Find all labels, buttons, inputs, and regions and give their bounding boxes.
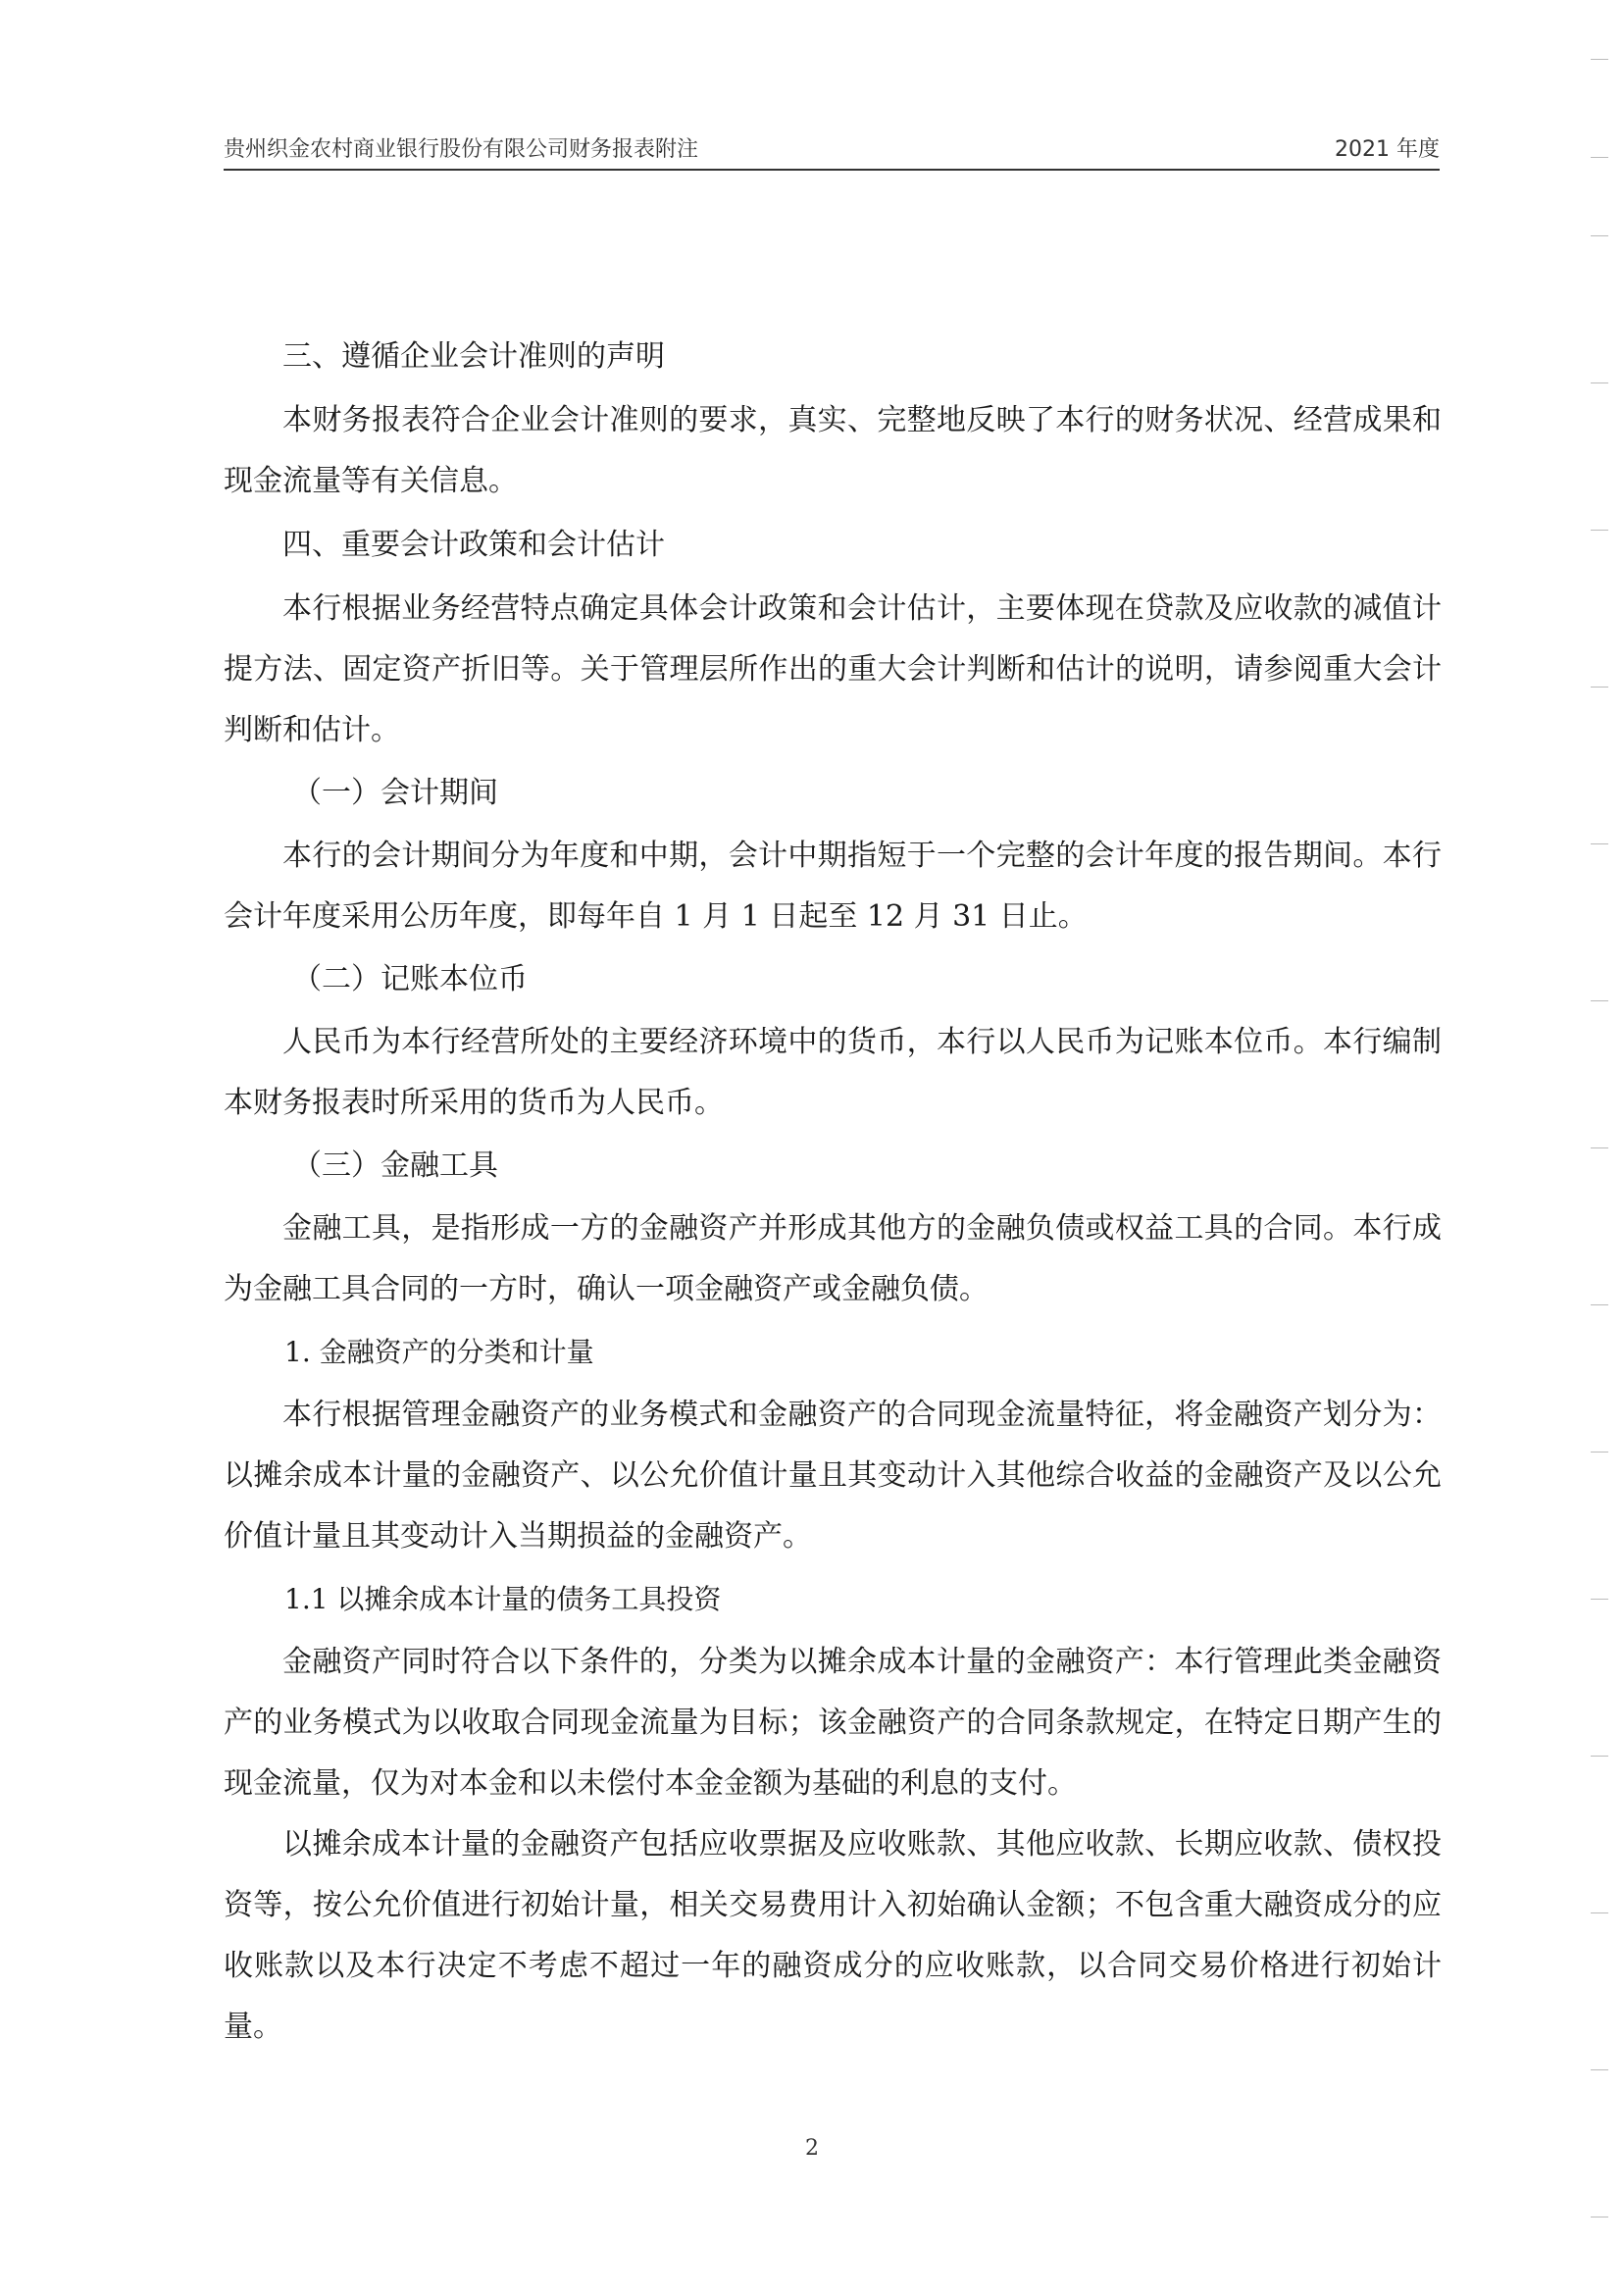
paragraph: 本财务报表符合企业会计准则的要求，真实、完整地反映了本行的财务状况、经营成果和现金流量等有关信息。 bbox=[224, 403, 1442, 498]
paragraph: 本行根据业务经营特点确定具体会计政策和会计估计，主要体现在贷款及应收款的减值计提方法、固定资产折旧等。关于管理层所作出的重大会计判断和估计的说明，请参阅重大会计判断和估计。 bbox=[224, 591, 1442, 747]
page-number: 2 bbox=[805, 2136, 819, 2161]
header-title: 贵州织金农村商业银行股份有限公司财务报表附注 bbox=[224, 137, 699, 162]
section-heading-3: 三、遵循企业会计准则的声明 bbox=[282, 339, 665, 374]
subsection-heading-1: （一）会计期间 bbox=[292, 776, 498, 810]
paragraph: 本行的会计期间分为年度和中期，会计中期指短于一个完整的会计年度的报告期间。本行会计年度采用公历年度，即每年自 1 月 1 日起至 12 月 31 日止。 bbox=[224, 839, 1442, 934]
paragraph: 金融资产同时符合以下条件的，分类为以摊余成本计量的金融资产：本行管理此类金融资产的业务模式为以收取合同现金流量为目标；该金融资产的合同条款规定，在特定日期产生的现金流量，仅为对本金和以未偿付本金金额为基础的利息的支付。 bbox=[224, 1645, 1442, 1801]
paragraph: 金融工具，是指形成一方的金融资产并形成其他方的金融负债或权益工具的合同。本行成为金融工具合同的一方时，确认一项金融资产或金融负债。 bbox=[224, 1211, 1442, 1306]
header-year: 2021 年度 bbox=[1335, 137, 1440, 162]
numbered-heading-1-1: 1.1 以摊余成本计量的债务工具投资 bbox=[284, 1583, 722, 1615]
numbered-heading-1: 1. 金融资产的分类和计量 bbox=[284, 1336, 594, 1368]
paragraph: 人民币为本行经营所处的主要经济环境中的货币，本行以人民币为记账本位币。本行编制本财务报表时所采用的货币为人民币。 bbox=[224, 1025, 1442, 1120]
paragraph: 以摊余成本计量的金融资产包括应收票据及应收账款、其他应收款、长期应收款、债权投资等，按公允价值进行初始计量，相关交易费用计入初始确认金额；不包含重大融资成分的应收账款以及本行决定不考虑不超过一年的融资成分的应收账款，以合同交易价格进行初始计量。 bbox=[224, 1827, 1442, 2044]
paragraph: 本行根据管理金融资产的业务模式和金融资产的合同现金流量特征，将金融资产划分为：以摊余成本计量的金融资产、以公允价值计量且其变动计入其他综合收益的金融资产及以公允价值计量且其变动计入当期损益的金融资产。 bbox=[224, 1398, 1442, 1554]
page-header bbox=[224, 126, 1440, 171]
subsection-heading-3: （三）金融工具 bbox=[292, 1148, 498, 1183]
section-heading-4: 四、重要会计政策和会计估计 bbox=[282, 528, 665, 562]
document-body bbox=[224, 324, 1442, 2058]
subsection-heading-2: （二）记账本位币 bbox=[292, 962, 528, 996]
scan-edge-marks bbox=[1579, 0, 1608, 2294]
